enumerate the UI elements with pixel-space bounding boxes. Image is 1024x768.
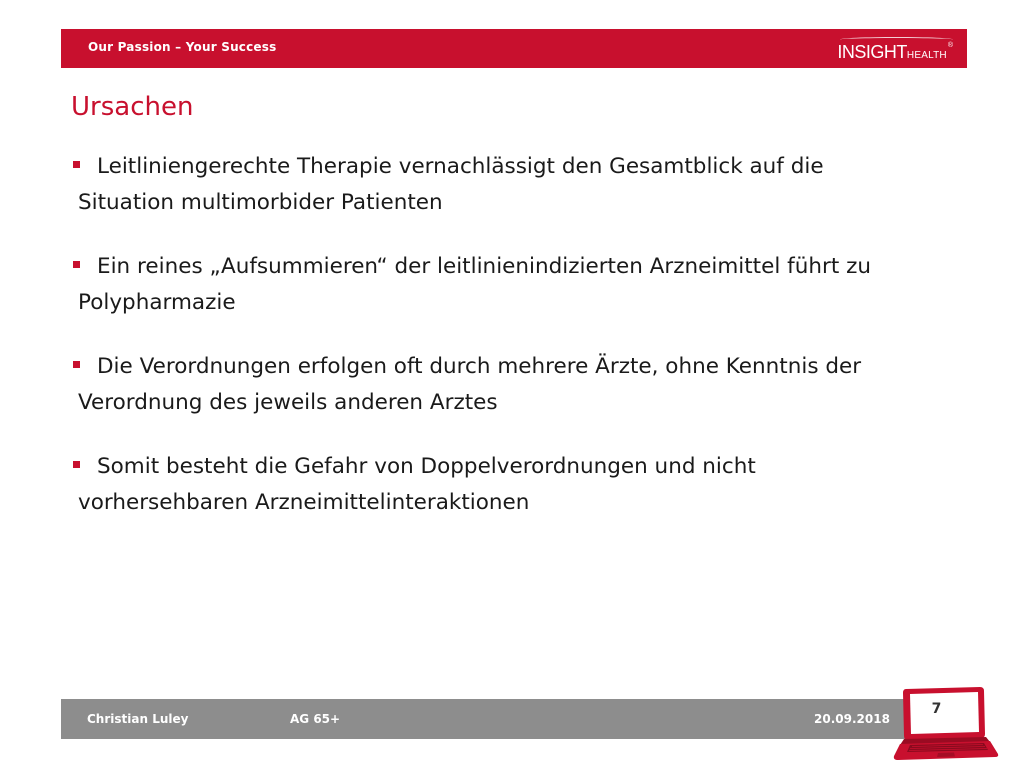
bullet-text-line: Ein reines „Aufsummieren“ der leitlinienindizierten Arzneimittel führt zu <box>97 254 871 279</box>
footer-date: 20.09.2018 <box>814 712 890 726</box>
insight-health-logo <box>837 42 953 64</box>
page-number: 7 <box>931 701 942 717</box>
header-tagline: Our Passion – Your Success <box>88 40 277 54</box>
bullet-square-icon <box>73 461 80 468</box>
bullet-text-line: Die Verordnungen erfolgen oft durch mehrere Ärzte, ohne Kenntnis der <box>97 354 862 379</box>
slide-title: Ursachen <box>71 92 194 122</box>
bullet-text-line: Polypharmazie <box>78 290 236 315</box>
bullet-item <box>71 249 971 315</box>
logo-wordmark-main: INSIGHT <box>837 42 907 62</box>
bullet-square-icon <box>73 361 80 368</box>
header-bar <box>61 29 967 68</box>
bullet-item <box>71 349 971 415</box>
bullet-text-line: Somit besteht die Gefahr von Doppelverordnungen und nicht <box>97 454 756 479</box>
bullet-square-icon <box>73 261 80 268</box>
footer-bar <box>61 699 967 739</box>
bullet-text-line: Situation multimorbider Patienten <box>78 190 443 215</box>
bullet-list <box>71 149 971 549</box>
logo-wordmark-sub: HEALTH <box>906 50 947 61</box>
bullet-text-line: vorhersehbaren Arzneimittelinteraktionen <box>78 490 530 515</box>
laptop-icon <box>892 684 1002 760</box>
bullet-text-line: Verordnung des jeweils anderen Arztes <box>78 390 498 415</box>
bullet-square-icon <box>73 161 80 168</box>
bullet-item <box>71 449 971 515</box>
footer-group: AG 65+ <box>290 712 341 726</box>
logo-swoosh-icon <box>840 37 953 42</box>
logo-registered-mark: ® <box>947 42 953 49</box>
bullet-text-line: Leitliniengerechte Therapie vernachlässigt den Gesamtblick auf die <box>97 154 824 179</box>
bullet-item <box>71 149 971 215</box>
footer-author: Christian Luley <box>87 712 189 726</box>
